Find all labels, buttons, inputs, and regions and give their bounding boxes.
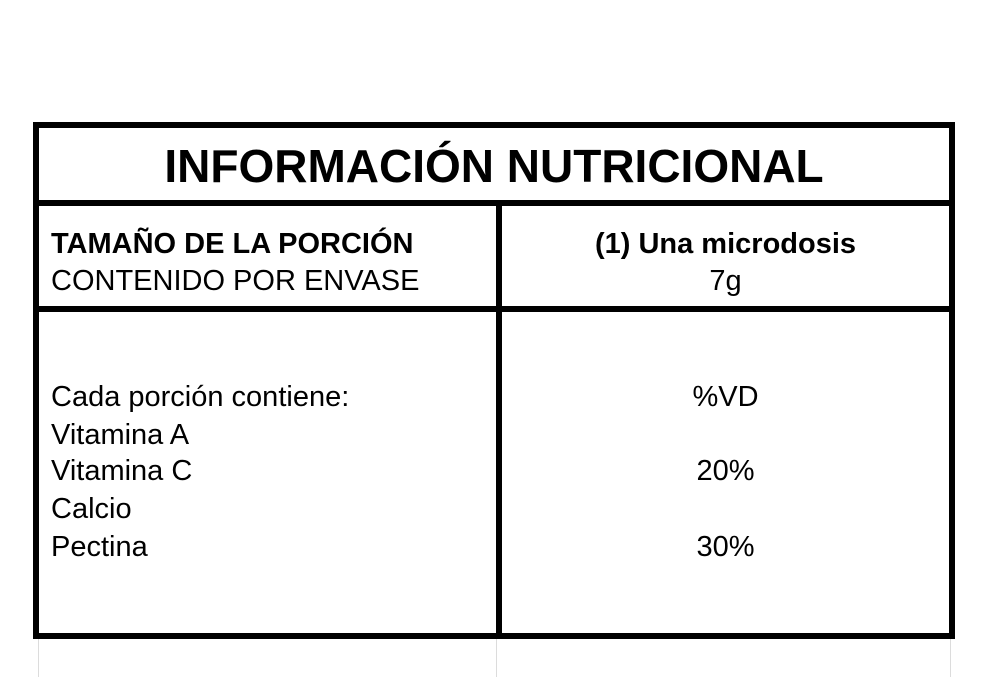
serving-values xyxy=(502,226,949,300)
serving-contents-value: 7g xyxy=(709,265,742,297)
guide-line-left xyxy=(38,639,39,677)
title-row xyxy=(39,128,949,206)
nutrients-header-value: %VD xyxy=(692,381,759,413)
nutrient-names xyxy=(51,378,349,566)
nutrient-dv xyxy=(502,490,949,528)
nutrient-name: Pectina xyxy=(51,531,148,563)
nutrient-dv: 20% xyxy=(696,455,755,487)
nutrients-header-label: Cada porción contiene: xyxy=(51,381,350,413)
serving-contents-label: CONTENIDO POR ENVASE xyxy=(51,265,420,297)
nutrient-name: Vitamina A xyxy=(51,419,190,451)
nutrient-dv xyxy=(502,416,949,452)
nutrient-values xyxy=(502,378,949,566)
serving-labels xyxy=(51,226,419,300)
nutrient-dv: 30% xyxy=(696,531,755,563)
table-title: INFORMACIÓN NUTRICIONAL xyxy=(164,140,824,192)
serving-row xyxy=(39,206,949,312)
guide-line-right xyxy=(950,639,951,677)
serving-size-value: (1) Una microdosis xyxy=(594,228,857,260)
nutrient-name: Vitamina C xyxy=(51,455,193,487)
nutrition-facts-table xyxy=(33,122,955,639)
serving-size-label: TAMAÑO DE LA PORCIÓN xyxy=(51,228,414,260)
guide-line-middle xyxy=(496,639,497,677)
nutrient-name: Calcio xyxy=(51,493,132,525)
